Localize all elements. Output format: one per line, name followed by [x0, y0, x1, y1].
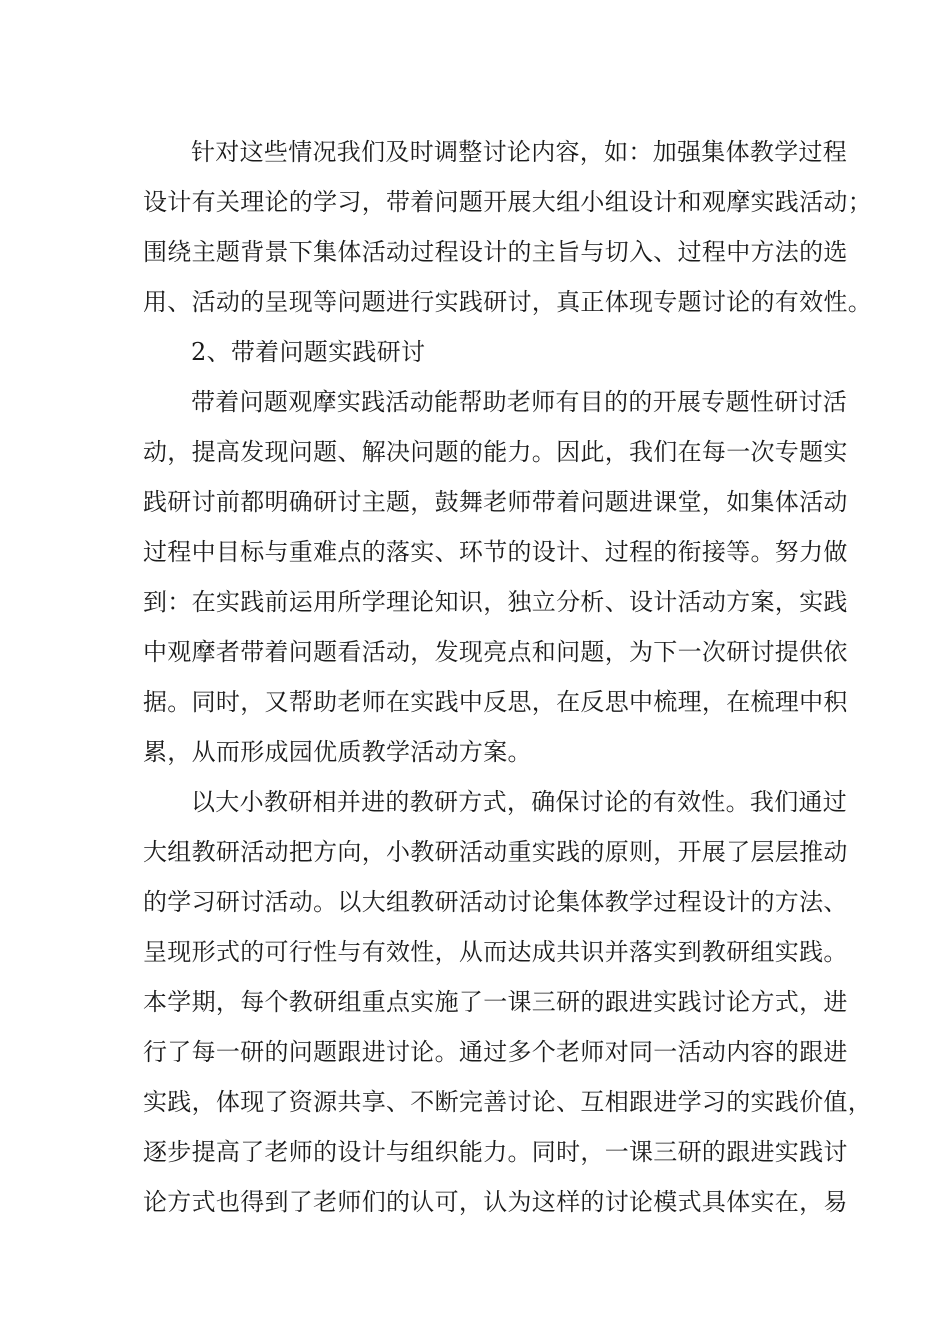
paragraph-line: 累，从而形成园优质教学活动方案。 — [143, 738, 532, 766]
paragraph-line: 用、活动的呈现等问题进行实践研讨，真正体现专题讨论的有效性。 — [143, 288, 872, 316]
paragraph-line: 设计有关理论的学习，带着问题开展大组小组设计和观摩实践活动； — [143, 188, 872, 216]
paragraph-line: 带着问题观摩实践活动能帮助老师有目的的开展专题性研讨活 — [191, 388, 848, 416]
paragraph-line: 过程中目标与重难点的落实、环节的设计、过程的衔接等。努力做 — [143, 538, 848, 566]
paragraph-line: 围绕主题背景下集体活动过程设计的主旨与切入、过程中方法的选 — [143, 238, 848, 266]
paragraph-line: 中观摩者带着问题看活动，发现亮点和问题，为下一次研讨提供依 — [143, 638, 848, 666]
paragraph-line: 本学期，每个教研组重点实施了一课三研的跟进实践讨论方式，进 — [143, 988, 848, 1016]
paragraph-line: 以大小教研相并进的教研方式，确保讨论的有效性。我们通过 — [191, 788, 848, 816]
paragraph-line: 动，提高发现问题、解决问题的能力。因此，我们在每一次专题实 — [143, 438, 848, 466]
paragraph-line: 践研讨前都明确研讨主题，鼓舞老师带着问题进课堂，如集体活动 — [143, 488, 848, 516]
paragraph-line: 行了每一研的问题跟进讨论。通过多个老师对同一活动内容的跟进 — [143, 1038, 848, 1066]
paragraph-line: 论方式也得到了老师们的认可，认为这样的讨论模式具体实在，易 — [143, 1188, 848, 1216]
paragraph-line: 大组教研活动把方向，小教研活动重实践的原则，开展了层层推动 — [143, 838, 848, 866]
paragraph-line: 呈现形式的可行性与有效性，从而达成共识并落实到教研组实践。 — [143, 938, 848, 966]
paragraph-line: 逐步提高了老师的设计与组织能力。同时，一课三研的跟进实践讨 — [143, 1138, 848, 1166]
paragraph-line: 到：在实践前运用所学理论知识，独立分析、设计活动方案，实践 — [143, 588, 848, 616]
paragraph-line: 据。同时，又帮助老师在实践中反思，在反思中梳理，在梳理中积 — [143, 688, 848, 716]
paragraph-line: 针对这些情况我们及时调整讨论内容，如：加强集体教学过程 — [191, 138, 848, 166]
paragraph-line: 的学习研讨活动。以大组教研活动讨论集体教学过程设计的方法、 — [143, 888, 848, 916]
paragraph-line: 实践，体现了资源共享、不断完善讨论、互相跟进学习的实践价值， — [143, 1088, 872, 1116]
section-heading: 2、带着问题实践研讨 — [191, 338, 426, 366]
